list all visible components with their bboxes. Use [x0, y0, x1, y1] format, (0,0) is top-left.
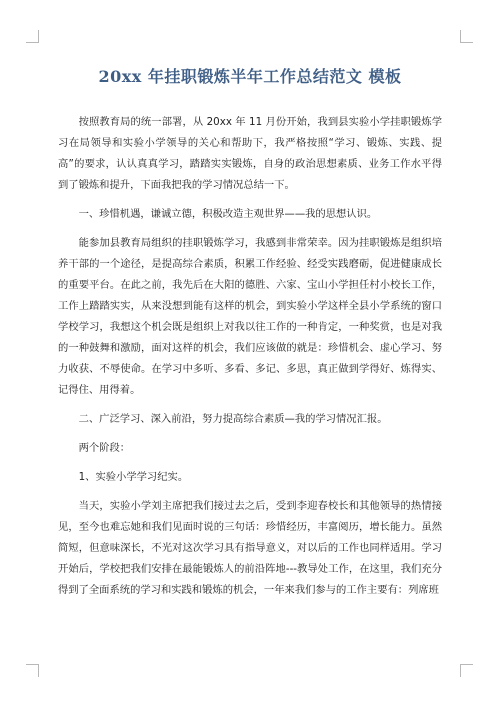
crop-mark-bottom-left — [26, 664, 39, 677]
paragraph-intro: 按照教育局的统一部署，从 20xx 年 11 月份开始，我到县实验小学挂职锻炼学习在局领导和实验小学领导的关心和帮助下，我严格按照“学习、锻炼、实践、提高”的要求，认认真真学习，踏踏实实锻炼，自身的政治思想素质、业务工作水平得到了锻炼和提升，下面我把我的学习情况总结一下。 — [58, 116, 442, 191]
section-heading-one: 一、珍惜机遇，谦诚立德，积极改造主观世界——我的思想认识。 — [78, 208, 378, 220]
crop-mark-top-left — [26, 30, 39, 43]
subsection-heading-one: 1、实验小学学习纪实。 — [78, 471, 189, 483]
document-title: 20xx 年挂职锻炼半年工作总结范文 模板 — [98, 67, 402, 86]
section-heading-two: 二、广泛学习、深入前沿，努力提高综合素质—我的学习情况汇报。 — [78, 413, 388, 425]
paragraph-record: 当天，实验小学刘主席把我们接过去之后，受到李迎春校长和其他领导的热情接见，至今也难忘她和我们见面时说的三句话：珍惜经历，丰富阅历，增长能力。虽然简短，但意味深长，不光对这次学习具有指导意义，对以后的工作也同样适用。学习开始后，学校把我们安排在最能锻炼人的前沿阵地---教导处工作，在这里，我们充分得到了全面系统的学习和实践和锻炼的机会，一年来我们参与的工作主要有：列席班 — [58, 500, 442, 596]
paragraph-stages: 两个阶段： — [78, 442, 131, 454]
document-body — [58, 112, 442, 609]
crop-mark-top-right — [460, 30, 473, 43]
crop-mark-bottom-right — [460, 664, 473, 677]
paragraph-thoughts: 能参加县教育局组织的挂职锻炼学习，我感到非常荣幸。因为挂职锻炼是组织培养干部的一个途径，是提高综合素质，积累工作经验、经受实践磨砺，促进健康成长的重要平台。在此之前，我先后在大阳的德胜、六家、宝山小学担任村小校长工作，工作上踏踏实实，从来没想到能有这样的机会，到实验小学这样全县小学系统的窗口学校学习，我想这个机会既是组织上对我以往工作的一种肯定，一种奖赏，也是对我的一种鼓舞和激励，面对这样的机会，我们应该做的就是：珍惜机会、虚心学习、努力收获、不辱使命。在学习中多听、多看、多记、多思，真正做到学得好、炼得实、记得住、用得着。 — [58, 237, 442, 396]
